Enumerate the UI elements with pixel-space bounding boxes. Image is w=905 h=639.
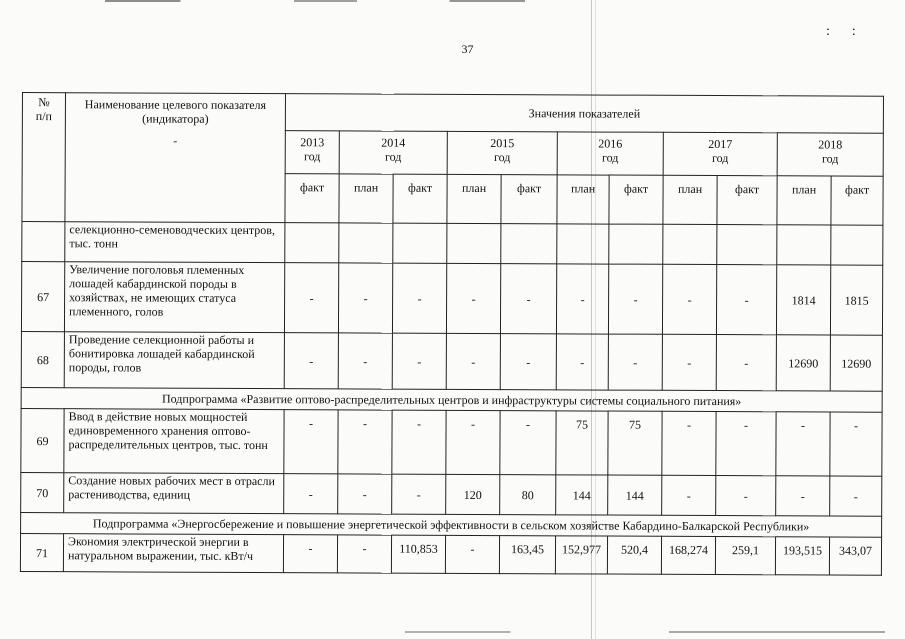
- row-number: 67: [21, 262, 64, 332]
- indicator-value: -: [392, 474, 446, 514]
- indicator-value: [831, 225, 883, 265]
- header-row-1: [22, 93, 883, 134]
- indicator-value: [285, 223, 339, 263]
- subheader-fact: факт: [717, 176, 777, 225]
- indicator-name: селекционно-семеноводческих центров, тыс. тонн: [65, 222, 285, 263]
- col-num-header: № п/п: [22, 93, 66, 222]
- indicator-value: 120: [446, 474, 500, 514]
- year-header: 2013 год: [285, 131, 339, 174]
- subheader-fact: факт: [501, 175, 557, 224]
- corner-marks: ::: [826, 24, 878, 39]
- year-header: 2017 год: [663, 132, 777, 175]
- scan-artifact-bottom: [405, 631, 885, 633]
- indicator-name: Создание новых рабочих мест в отрасли растениводства, единиц: [64, 473, 284, 514]
- indicator-value: -: [392, 333, 446, 389]
- indicator-value: -: [662, 264, 716, 334]
- indicator-value: 75: [556, 411, 608, 475]
- indicator-value: [447, 223, 501, 263]
- indicator-value: -: [338, 263, 392, 333]
- indicator-value: [717, 225, 777, 265]
- indicator-value: -: [608, 264, 662, 334]
- indicator-value: -: [830, 412, 882, 476]
- year-header: 2016 год: [557, 132, 663, 175]
- table-row: [21, 262, 882, 336]
- indicator-value: -: [556, 334, 608, 390]
- indicator-value: 168,274: [661, 536, 715, 574]
- indicator-value: -: [445, 535, 499, 573]
- subheader-plan: план: [339, 174, 393, 223]
- indicator-value: [663, 224, 717, 264]
- row-number: [22, 222, 65, 262]
- indicator-value: -: [556, 264, 608, 334]
- indicator-value: 520,4: [607, 536, 661, 574]
- indicator-value: 110,853: [391, 535, 445, 573]
- year-header: 2018 год: [777, 133, 883, 176]
- indicator-value: [777, 225, 831, 265]
- indicator-value: 12690: [830, 335, 882, 391]
- indicator-value: 1814: [776, 265, 830, 335]
- row-number: 68: [21, 331, 64, 387]
- row-number: 70: [21, 472, 64, 512]
- indicator-value: -: [608, 334, 662, 390]
- subprogram-title: Подпрограмма «Развитие оптово-распределительных центров и инфраструктуры системы социального питания»: [21, 387, 882, 412]
- subheader-plan: план: [777, 176, 831, 225]
- indicator-value: -: [338, 410, 392, 474]
- indicator-name: Увеличение поголовья племенных лошадей кабардинской породы в хозяйствах, не имеющих статуса племенного, голов: [64, 262, 284, 333]
- indicator-value: -: [776, 476, 830, 516]
- indicator-value: -: [500, 411, 556, 475]
- indicator-value: -: [662, 411, 716, 475]
- indicator-value: 193,515: [775, 537, 829, 575]
- page-number: 37: [461, 42, 474, 56]
- subheader-plan: план: [663, 175, 717, 224]
- table-row-continuation: [22, 222, 883, 266]
- indicator-value: -: [338, 333, 392, 389]
- indicator-value: -: [500, 334, 556, 390]
- subheader-fact: факт: [831, 176, 883, 225]
- subheader-plan: план: [557, 175, 609, 224]
- indicator-value: 152,977: [555, 536, 607, 574]
- indicator-value: -: [716, 335, 776, 391]
- indicator-value: 163,45: [499, 536, 555, 574]
- indicator-value: -: [716, 476, 776, 516]
- indicator-value: -: [830, 476, 882, 516]
- indicator-name: Проведение селекционной работы и бонитировка лошадей кабардинской породы, голов: [64, 332, 284, 389]
- indicator-value: [609, 224, 663, 264]
- year-header: 2015 год: [447, 131, 557, 174]
- indicator-value: -: [284, 263, 338, 333]
- indicator-value: -: [338, 474, 392, 514]
- indicator-value: -: [446, 333, 500, 389]
- indicator-value: 259,1: [715, 537, 775, 575]
- indicator-value: 144: [608, 475, 662, 515]
- subheader-fact: факт: [609, 175, 663, 224]
- indicator-value: -: [392, 410, 446, 474]
- indicator-value: -: [446, 410, 500, 474]
- indicator-value: -: [500, 264, 556, 334]
- indicator-value: -: [337, 535, 391, 573]
- table-row: [21, 408, 882, 476]
- indicator-value: [501, 224, 557, 264]
- year-header: 2014 год: [339, 131, 447, 174]
- scan-artifact-top: [105, 0, 525, 2]
- indicator-value: -: [284, 474, 338, 514]
- indicator-name: Экономия электрической энергии в натуральном выражении, тыс. кВт/ч: [63, 534, 283, 573]
- indicator-value: [557, 224, 609, 264]
- indicator-value: 75: [608, 411, 662, 475]
- values-header: Значения показателей: [285, 94, 883, 134]
- indicator-value: [339, 223, 393, 263]
- indicator-value: 80: [500, 475, 556, 515]
- indicator-value: -: [446, 263, 500, 333]
- indicator-value: [393, 223, 447, 263]
- indicator-value: -: [776, 412, 830, 476]
- col-name-dash: -: [173, 133, 178, 148]
- indicator-value: 343,07: [829, 537, 881, 575]
- indicator-value: -: [662, 334, 716, 390]
- indicator-value: -: [284, 410, 338, 474]
- indicator-value: -: [716, 265, 776, 335]
- indicator-name: Ввод в действие новых мощностей единовременного хранения оптово-распределительных центров, тыс. тонн: [64, 409, 284, 474]
- subheader-fact: факт: [285, 174, 339, 223]
- table-row: [20, 533, 881, 575]
- indicator-value: 144: [556, 475, 608, 515]
- subheader-fact: факт: [393, 174, 447, 223]
- indicator-value: -: [392, 263, 446, 333]
- subprogram-title: Подпрограмма «Энергосбережение и повышение энергетической эффективности в сельском хозяйстве Кабардино-Балкарской Республики»: [21, 512, 882, 537]
- row-number: 71: [20, 533, 63, 571]
- indicator-value: 1815: [830, 265, 882, 335]
- row-number: 69: [21, 408, 64, 472]
- indicator-value: -: [662, 475, 716, 515]
- indicator-value: -: [716, 412, 776, 476]
- indicator-value: -: [283, 535, 337, 573]
- col-name-label: Наименование целевого показателя (индикатора): [84, 97, 267, 126]
- subheader-plan: план: [447, 174, 501, 223]
- indicators-table: [20, 92, 884, 576]
- table-row: [21, 331, 882, 391]
- col-name-header: [65, 93, 286, 223]
- indicator-value: -: [284, 333, 338, 389]
- indicator-value: 12690: [776, 335, 830, 391]
- table-row: [21, 472, 882, 516]
